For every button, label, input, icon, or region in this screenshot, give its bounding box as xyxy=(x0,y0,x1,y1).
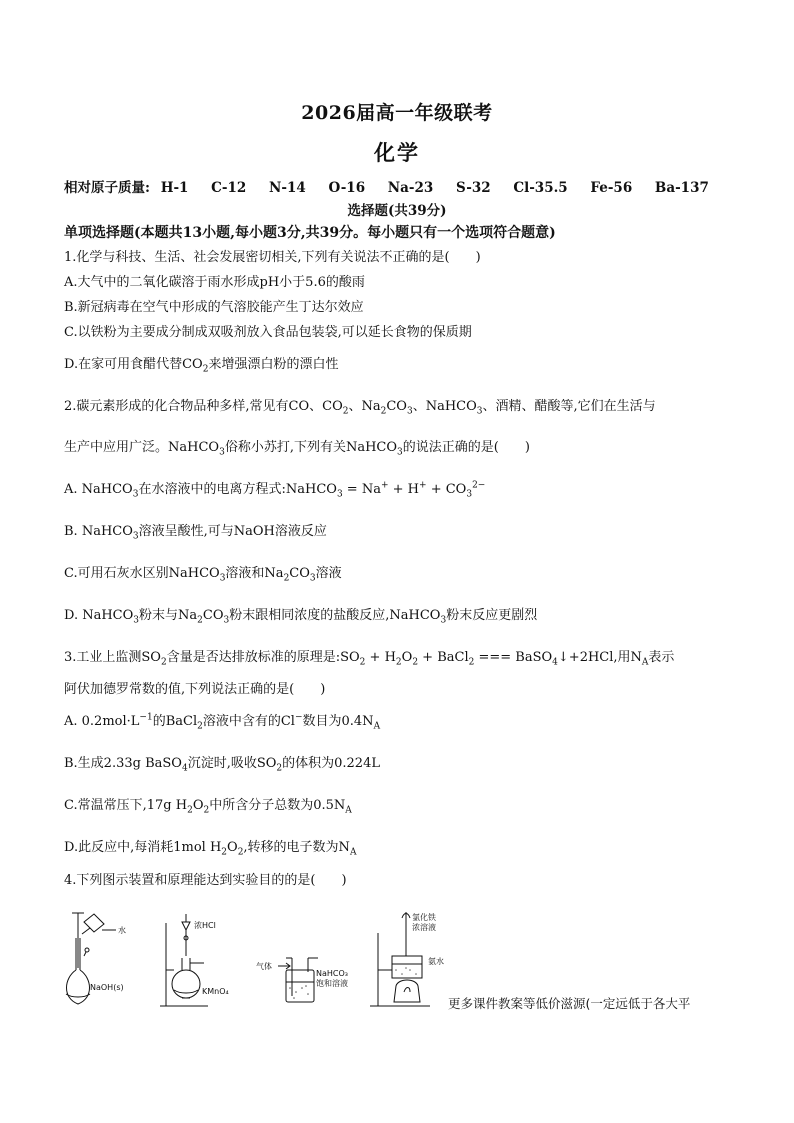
q3-c-part: 中所含分子总数为0.5N xyxy=(209,798,346,813)
q2-d-part: D. NaHCO xyxy=(64,608,134,623)
q2-b-part: 溶液呈酸性,可与NaOH溶液反应 xyxy=(138,524,327,539)
q3-d-part: ,转移的电子数为N xyxy=(243,840,350,855)
q3-stem-line1: 3.工业上监测$SO_2$含量是否达排放标准的原理是$:SO_2 + H_2O_2$ + BaCl$_2$ === BaSO$_4$↓+2HCl,用$N_A$表示 xyxy=(64,650,675,668)
atomic-masses-line xyxy=(64,176,727,196)
q2-d-part: 粉末反应更剧烈 xyxy=(446,608,538,623)
q2-c-part: 溶液 xyxy=(315,566,342,581)
atomic-mass-item: Na-23 xyxy=(387,180,434,196)
q3-c-part: C.常温常压下,17g H xyxy=(64,798,188,813)
fig4-fecl3-label-2: 浓溶液 xyxy=(412,923,436,932)
q3-stem-part: 表示 xyxy=(648,650,675,665)
atomic-masses-label: 相对原子质量: xyxy=(64,180,150,196)
q3-b-part: B.生成2.33g BaSO xyxy=(64,756,182,771)
atomic-mass-item: S-32 xyxy=(455,180,491,196)
atomic-mass-item: O-16 xyxy=(328,180,366,196)
q3-option-c: C.常温常压下,17g $H_2O_2$中所含分子总数为$0.5N_A$ xyxy=(64,798,352,816)
fig2-kmno4-label: KMnO₄ xyxy=(202,987,229,996)
atomic-mass-item: C-12 xyxy=(211,180,247,196)
q2-option-a: A. NaHCO$_3$在水溶液中的电离方程式:NaHCO$_3$ = $Na^+ + H^+ + CO_3^{2-}$ xyxy=(64,480,486,500)
q2-stem-part: 俗称小苏打,下列有关NaHCO xyxy=(224,440,398,455)
q2-stem-part: 生产中应用广泛。NaHCO xyxy=(64,440,220,455)
q2-stem-line1: 2.碳元素形成的化合物品种多样,常见有CO、$CO_2$、$Na_2CO_3$、NaHCO$_3$、酒精、醋酸等,它们在生活与 xyxy=(64,399,656,417)
q3-a-part: 数目为0.4N xyxy=(302,714,374,729)
q1-stem: 1.化学与科技、生活、社会发展密切相关,下列有关说法不正确的是( ) xyxy=(64,250,481,265)
q4-figures xyxy=(60,908,480,1012)
fig2-hcl-label: 浓HCl xyxy=(194,921,216,930)
q2-stem-part: 的说法正确的是( ) xyxy=(402,440,530,455)
section-title: 选择题(共39分) xyxy=(347,203,447,219)
fig4-ammonia-label: 氨水 xyxy=(428,957,444,966)
q3-option-b: B.生成2.33g BaSO$_4$沉淀时,吸收$SO_2$的体积为0.224L xyxy=(64,756,380,774)
q1-d-part: D.在家可用食醋代替CO xyxy=(64,357,203,372)
q2-c-part: 溶液和Na xyxy=(225,566,284,581)
q2-option-b: B. NaHCO$_3$溶液呈酸性,可与NaOH溶液反应 xyxy=(64,524,327,542)
q1-d-part: 来增强漂白粉的漂白性 xyxy=(208,357,339,372)
q3-stem-line2: 阿伏加德罗常数的值,下列说法正确的是( ) xyxy=(64,682,326,697)
exam-subject: 化学 xyxy=(374,140,420,165)
fig4-fecl3-label-1: 氯化铁 xyxy=(412,913,436,922)
q1-option-d: D.在家可用食醋代替$CO_2$来增强漂白粉的漂白性 xyxy=(64,357,339,375)
q2-stem-line2: 生产中应用广泛。NaHCO$_3$俗称小苏打,下列有关NaHCO$_3$的说法正确的是( ) xyxy=(64,440,530,458)
q3-a-part: 溶液中含有的Cl xyxy=(202,714,295,729)
q3-stem-part: 含量是否达排放标准的原理是: xyxy=(166,650,341,665)
figure-gas-wash-bottle xyxy=(256,908,352,1012)
exam-title: 2026届高一年级联考 xyxy=(301,102,493,124)
q3-b-part: 的体积为0.224L xyxy=(282,756,380,771)
q3-a-part: 的BaCl xyxy=(152,714,198,729)
q2-a-part: A. NaHCO xyxy=(64,482,133,497)
q2-d-part: 粉末跟相同浓度的盐酸反应,NaHCO xyxy=(229,608,441,623)
q3-c-part: O xyxy=(192,798,204,813)
q2-b-part: B. NaHCO xyxy=(64,524,133,539)
q3-d-part: D.此反应中,每消耗1mol H xyxy=(64,840,222,855)
figure-chlorine-generator xyxy=(158,908,248,1012)
q2-d-part: 粉末与Na xyxy=(139,608,198,623)
q3-a-part: A. 0.2mol·L xyxy=(64,714,140,729)
atomic-mass-item: Cl-35.5 xyxy=(513,180,568,196)
q2-stem-part: 2.碳元素形成的化合物品种多样,常见有CO、CO xyxy=(64,399,343,414)
atomic-mass-item: Ba-137 xyxy=(654,180,709,196)
fig1-naoh-label: NaOH(s) xyxy=(90,983,124,992)
fig3-solution-label-2: 饱和溶液 xyxy=(316,979,348,988)
promo-watermark-text: 更多课件教案等低价滋源(一定远低于各大平 xyxy=(448,996,691,1011)
q2-option-d: D. NaHCO$_3$粉末与$Na_2CO_3$粉末跟相同浓度的盐酸反应,NaHCO$_3$粉末反应更剧烈 xyxy=(64,608,538,626)
fig1-water-label: 水 xyxy=(118,926,126,935)
atomic-mass-item: N-14 xyxy=(269,180,306,196)
q1-option-b: B.新冠病毒在空气中形成的气溶胶能产生丁达尔效应 xyxy=(64,300,364,315)
q1-option-a: A.大气中的二氧化碳溶于雨水形成pH小于5.6的酸雨 xyxy=(64,275,365,290)
q2-option-c: C.可用石灰水区别NaHCO$_3$溶液和$Na_2CO_3$溶液 xyxy=(64,566,342,584)
fig3-solution-label-1: NaHCO₃ xyxy=(316,969,348,978)
fig3-gas-label: 气体 xyxy=(256,962,272,971)
q3-b-part: 沉淀时,吸收SO xyxy=(187,756,277,771)
figure-volumetric-flask xyxy=(60,908,150,1012)
q3-option-a: A. $0.2mol\cdot L^{-1}$的BaCl$_2$溶液中含有的Cl−数目为$0.4N_A$ xyxy=(64,712,381,732)
atomic-mass-item: H-1 xyxy=(160,180,189,196)
q3-stem-part: 3.工业上监测SO xyxy=(64,650,161,665)
q3-d-part: O xyxy=(227,840,238,855)
q3-stem-part: ,用N xyxy=(613,650,642,665)
q2-c-part: C.可用石灰水区别NaHCO xyxy=(64,566,220,581)
q2-stem-part: 、酒精、醋酸等,它们在生活与 xyxy=(482,399,656,414)
q1-option-c: C.以铁粉为主要成分制成双吸剂放入食品包装袋,可以延长食物的保质期 xyxy=(64,325,472,340)
q2-a-part: 在水溶液中的电离方程式: xyxy=(138,482,286,497)
section-instructions: 单项选择题(本题共13小题,每小题3分,共39分。每小题只有一个选项符合题意) xyxy=(64,225,556,241)
q4-stem: 4.下列图示装置和原理能达到实验目的的是( ) xyxy=(64,873,347,888)
q3-option-d: D.此反应中,每消耗1mol $H_2O_2$,转移的电子数为$N_A$ xyxy=(64,840,357,858)
atomic-mass-item: Fe-56 xyxy=(590,180,633,196)
